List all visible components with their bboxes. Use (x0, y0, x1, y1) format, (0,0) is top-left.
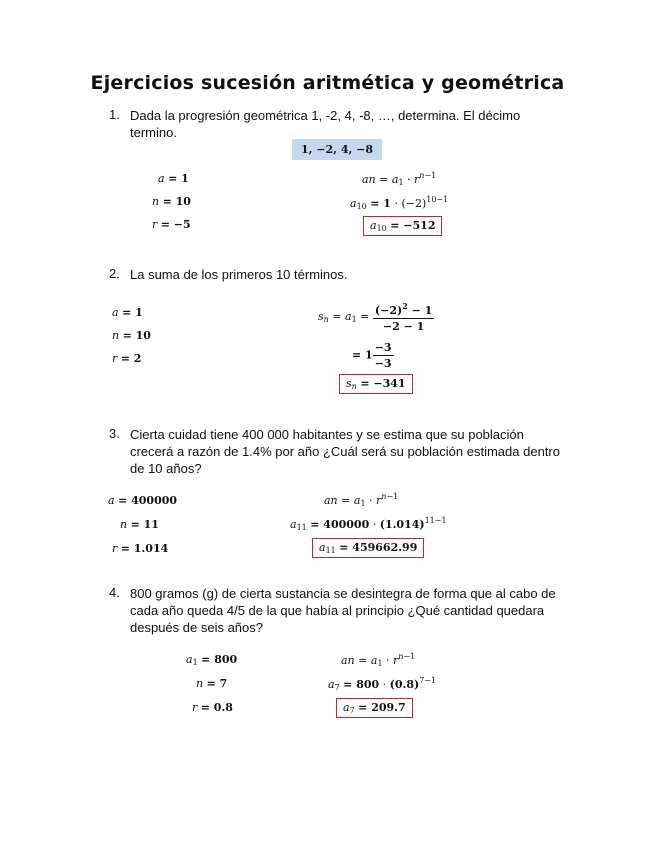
q4-given-n: n = 7 (196, 677, 228, 690)
q1-number: 1. (109, 107, 120, 122)
q1-formula: an = $a_1 \cdot r^{n-1}$ (362, 171, 437, 187)
q3-given-a: a = 400000 (108, 494, 178, 507)
q4-text: 800 gramos (g) de cierta sustancia se desintegra de forma que al cabo de cada año queda 4/5 de la que había al principio ¿Qué cantidad quedara después de seis años? (130, 586, 556, 635)
q2-given-r: r = 2 (112, 352, 142, 365)
q4-given-a1: $a_1 = 800$ (186, 653, 238, 667)
q1-step: $a_{10} = 1 \cdot (-2)^{10-1}$ (350, 195, 449, 211)
q3-answer-box: $a_{11} = 459662.99$ (312, 538, 424, 558)
q2-answer-box: $s_n = -341$ (339, 374, 413, 394)
q4-formula: an = $a_1 \cdot r^{n-1}$ (341, 652, 416, 668)
q2-step: = 1 $\frac{-3}{-3}$ (352, 341, 392, 370)
q2-number: 2. (109, 266, 120, 281)
q4-given-r: r = 0.8 (192, 701, 233, 714)
q1-text: Dada la progresión geométrica 1, -2, 4, -8, …, determina. El décimo termino. (130, 108, 521, 140)
q1-given-n: n = 10 (152, 195, 191, 208)
q1-sequence-highlight: 1, −2, 4, −8 (292, 139, 382, 160)
q4-number: 4. (109, 585, 120, 600)
q2-given-n: n = 10 (112, 329, 151, 342)
q3-step: $a_{11} = 400000 \cdot (1.014)^{11-1}$ (290, 516, 447, 532)
q3-given-r: r = 1.014 (112, 542, 169, 555)
q3-text: Cierta cuidad tiene 400 000 habitantes y se estima que su población crecerá a razón de 1.4% por año ¿Cuál será su población estimada dentro de 10 años? (130, 427, 560, 476)
q2-formula: $s_n = a_1$ = $\frac{(-2)^2 - 1}{-2 - 1}$ (318, 301, 433, 333)
q2-text: La suma de los primeros 10 términos. (130, 267, 348, 282)
page-title: Ejercicios sucesión aritmética y geométrica (90, 72, 565, 94)
q1-given-a: a = 1 (158, 172, 189, 185)
q2-given-a: a = 1 (112, 306, 143, 319)
q3-formula: an = $a_1 \cdot r^{n-1}$ (324, 492, 399, 508)
q1-given-r: r = −5 (152, 218, 191, 231)
q1-answer-box: $a_{10} = -512$ (363, 216, 442, 236)
q4-answer-box: $a_7 = 209.7$ (336, 698, 413, 718)
q3-number: 3. (109, 426, 120, 441)
q3-given-n: n = 11 (120, 518, 159, 531)
q4-step: $a_7 = 800 \cdot (0.8)^{7-1}$ (328, 676, 437, 692)
